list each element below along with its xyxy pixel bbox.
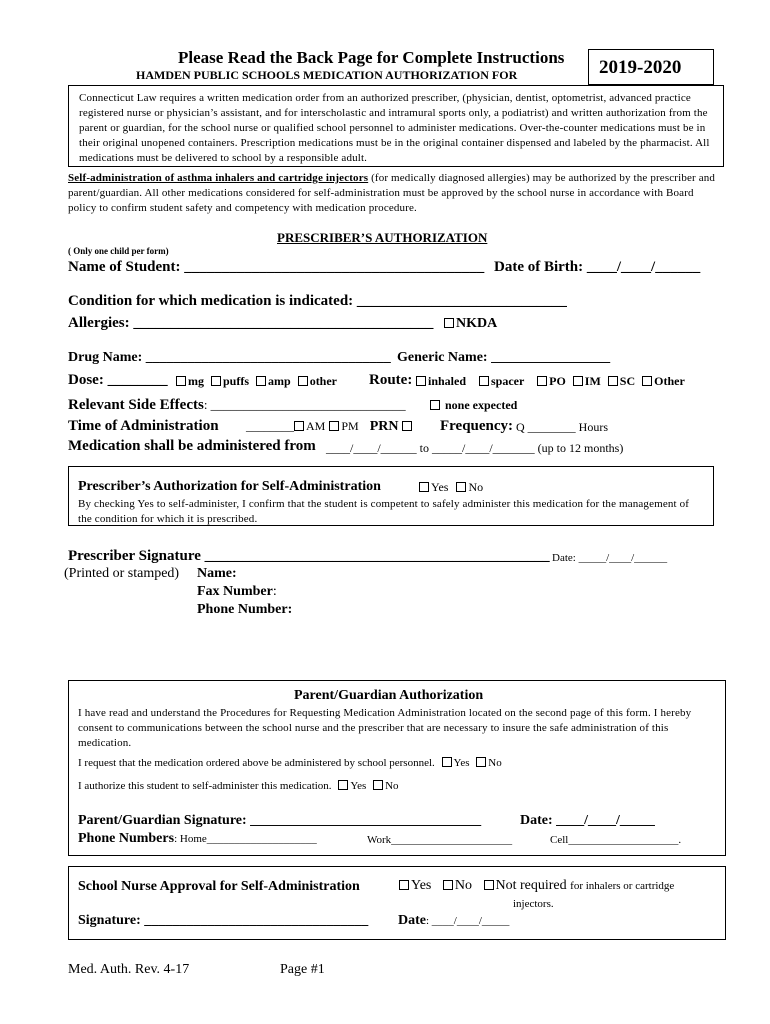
form-title: Please Read the Back Page for Complete Instructions (178, 48, 565, 67)
pm-label: PM (341, 419, 359, 433)
route-other-checkbox[interactable] (642, 376, 652, 386)
generic-name-field[interactable]: Generic Name: _________________ (397, 350, 611, 365)
administered-from-dates[interactable]: ____/____/______ to _____/____/_______ (up to 12 months) (326, 441, 624, 455)
none-expected-label: none expected (445, 398, 518, 412)
phone-work-field[interactable]: Work______________________ (367, 834, 513, 846)
nurse-not-required-note: for inhalers or cartridge (570, 880, 675, 892)
nurse-injectors-text: injectors. (513, 898, 554, 910)
year-box (588, 49, 714, 85)
route-spacer-label: spacer (491, 374, 525, 388)
route-sc-checkbox[interactable] (608, 376, 618, 386)
parent-q2-no-checkbox[interactable] (373, 780, 383, 790)
nurse-yes-label: Yes (411, 878, 432, 893)
nurse-no-checkbox[interactable] (443, 880, 453, 890)
phone-home-field[interactable]: : Home____________________ (174, 833, 317, 845)
nurse-not-required-checkbox[interactable] (484, 880, 494, 890)
route-sc-label: SC (619, 374, 636, 388)
nurse-date-label: Date (398, 913, 426, 928)
parent-q1-no-label: No (488, 757, 502, 769)
parent-signature-field[interactable]: Parent/Guardian Signature: _________________________________ (78, 813, 482, 828)
prescriber-phone-field[interactable]: Phone Number: (197, 602, 293, 617)
dose-amp-label: amp (268, 374, 291, 388)
drug-name-field[interactable]: Drug Name: ___________________________________ (68, 350, 391, 365)
dose-puffs-checkbox[interactable] (211, 376, 221, 386)
parent-q2-yes-label: Yes (350, 780, 367, 792)
parent-q2 (78, 780, 399, 792)
fax-label: Fax Number (197, 584, 273, 599)
parent-authorization-title: Parent/Guardian Authorization (294, 688, 484, 703)
year-label: 2019-2020 (599, 57, 682, 78)
date-of-birth-field[interactable]: Date of Birth: ____/____/______ (494, 259, 701, 275)
prn-checkbox[interactable] (402, 421, 412, 431)
parent-phone-numbers (78, 831, 317, 847)
side-effects-blank: : ______________________________ (203, 397, 406, 412)
prescriber-self-admin-text: By checking Yes to self-administer, I confirm that the student is competent to safely administer this medication for the management of the condition for which it is prescribed. (78, 498, 690, 525)
phone-cell-field[interactable]: Cell____________________. (550, 834, 682, 846)
route-im-label: IM (584, 374, 601, 388)
am-label: AM (306, 419, 326, 433)
pm-checkbox[interactable] (329, 421, 339, 431)
frequency-label: Frequency: (440, 418, 514, 434)
parent-q1-yes-label: Yes (453, 757, 470, 769)
prn-label: PRN (369, 419, 399, 434)
side-effects-label: Relevant Side Effects (68, 397, 204, 413)
phone-numbers-label: Phone Numbers (78, 831, 175, 846)
prescriber-signature-date[interactable]: Date: _____/____/______ (552, 552, 668, 564)
page-number: Page #1 (280, 962, 325, 977)
parent-q1-yes-checkbox[interactable] (442, 757, 452, 767)
prescriber-self-admin-options (415, 480, 483, 495)
parent-q2-text: I authorize this student to self-administer this medication. (78, 780, 332, 792)
nkda-checkbox[interactable] (444, 318, 454, 328)
prescriber-heading: PRESCRIBER’S AUTHORIZATION (277, 230, 488, 245)
one-child-note: ( Only one child per form) (68, 246, 169, 256)
intro-box (68, 85, 724, 167)
route-label: Route: (369, 372, 413, 388)
nkda-option[interactable] (440, 316, 497, 332)
prescriber-self-admin-no-checkbox[interactable] (456, 482, 466, 492)
self-admin-paragraph (68, 171, 724, 216)
fax-colon: : (272, 584, 277, 599)
route-other-label: Other (654, 374, 685, 388)
prescriber-self-admin-no-label: No (468, 480, 484, 494)
time-of-administration-label: Time of Administration (68, 418, 219, 434)
nurse-no-label: No (454, 878, 472, 893)
self-admin-text: (for medically diagnosed allergies) may be authorized by the prescriber and parent/guardian. All other medications considered for self-administration must be approved by the school nurse in accordance with Board policy to confirm student safety and competency with medication procedure. (68, 172, 716, 214)
parent-signature-date[interactable]: Date: ____/____/_____ (520, 813, 655, 828)
nurse-signature-field[interactable]: Signature: ________________________________ (78, 913, 369, 928)
condition-field[interactable]: Condition for which medication is indicated: ____________________________ (68, 293, 567, 309)
nurse-date-blank: : ____/____/_____ (426, 915, 510, 927)
parent-q1-no-checkbox[interactable] (476, 757, 486, 767)
revision-label: Med. Auth. Rev. 4-17 (68, 962, 190, 977)
frequency-field[interactable]: Q ________ Hours (516, 420, 608, 434)
self-admin-heading: Self-administration of asthma inhalers and cartridge injectors (68, 172, 369, 184)
dose-field[interactable]: Dose: ________ (68, 372, 168, 388)
prescriber-self-admin-yes-label: Yes (431, 480, 449, 494)
student-name-field[interactable]: Name of Student: ________________________________________ (68, 259, 485, 275)
prescriber-self-admin-yes-checkbox[interactable] (419, 482, 429, 492)
dose-mg-checkbox[interactable] (176, 376, 186, 386)
time-blank[interactable]: ________ (246, 419, 294, 433)
dose-puffs-label: puffs (223, 374, 250, 388)
nurse-approval-options (395, 878, 674, 894)
parent-consent-text: I have read and understand the Procedures for Requesting Medication Administration located on the second page of this form. I hereby consent to communications between the school nurse and the prescriber that are necessary to insure the safe administration of this medication. (78, 707, 692, 749)
prescriber-self-admin-title: Prescriber’s Authorization for Self-Administration (78, 479, 381, 494)
route-spacer-checkbox[interactable] (479, 376, 489, 386)
route-po-checkbox[interactable] (537, 376, 547, 386)
dose-other-label: other (309, 374, 338, 388)
prescriber-signature-field[interactable]: Prescriber Signature ______________________________________________ (68, 548, 550, 564)
nurse-not-required-label: Not required (495, 878, 567, 893)
prescriber-self-admin-box (68, 466, 714, 526)
dose-options (172, 374, 337, 389)
nurse-signature-date[interactable] (398, 913, 509, 929)
am-checkbox[interactable] (294, 421, 304, 431)
administered-from-label: Medication shall be administered from (68, 438, 316, 454)
parent-q2-no-label: No (385, 780, 399, 792)
parent-q2-yes-checkbox[interactable] (338, 780, 348, 790)
time-options (246, 419, 414, 435)
dose-other-checkbox[interactable] (298, 376, 308, 386)
route-inhaled-checkbox[interactable] (416, 376, 426, 386)
route-im-checkbox[interactable] (573, 376, 583, 386)
intro-text: Connecticut Law requires a written medication order from an authorized prescriber, (physician, dentist, optometrist, advanced practice registered nurse or physician’s assistant, and for interscholastic and intramural sports only, a podiatrist) and written authorization from the parent or guardian, for the school nurse or qualified school personnel to administer medications. Over-the-counter medications must be in their original unopened containers. Prescription medications must be in the original container dispensed and labeled by the pharmacist. All medications must be delivered to school by a responsible adult. (79, 92, 710, 164)
none-expected-option[interactable] (426, 398, 517, 413)
nurse-approval-box (68, 866, 726, 940)
prescriber-name-field[interactable]: Name: (197, 566, 237, 581)
nurse-approval-title: School Nurse Approval for Self-Administration (78, 879, 360, 894)
dose-mg-label: mg (188, 374, 204, 388)
parent-q1 (78, 757, 502, 769)
dose-amp-checkbox[interactable] (256, 376, 266, 386)
none-expected-checkbox[interactable] (430, 400, 440, 410)
prescriber-fax-field[interactable] (197, 584, 277, 600)
nurse-yes-checkbox[interactable] (399, 880, 409, 890)
form-subtitle: HAMDEN PUBLIC SCHOOLS MEDICATION AUTHORIZATION FOR (136, 68, 518, 82)
route-po-label: PO (549, 374, 566, 388)
nkda-label: NKDA (456, 316, 498, 331)
side-effects-field[interactable] (68, 397, 406, 414)
route-inhaled-label: inhaled (428, 374, 467, 388)
parent-authorization-box (68, 680, 726, 856)
printed-or-stamped-label: (Printed or stamped) (64, 566, 180, 581)
route-options (412, 374, 685, 389)
parent-q1-text: I request that the medication ordered above be administered by school personnel. (78, 757, 435, 769)
allergies-field[interactable]: Allergies: ________________________________________ (68, 315, 434, 331)
